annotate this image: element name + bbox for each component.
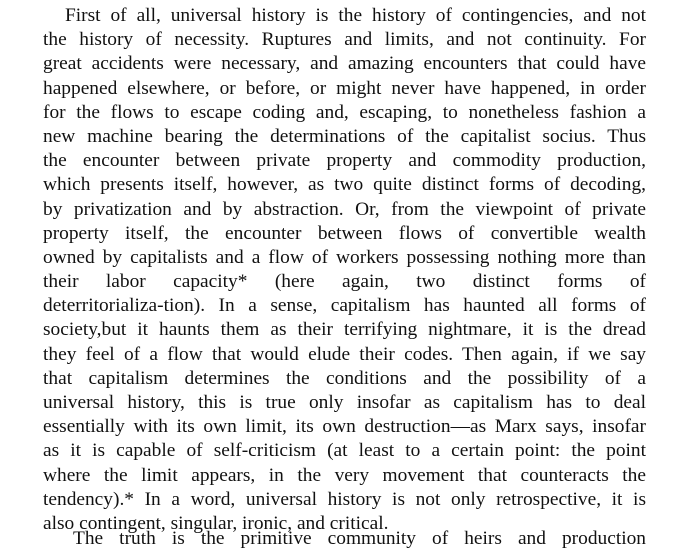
text-line: essentially with its own limit, its own destruction—as Marx says, insofar (43, 416, 646, 438)
text-line: First of all, universal history is the history of contingencies, and not (65, 5, 646, 26)
text-line: for the flows to escape coding and, escaping, to nonetheless fashion a (43, 101, 646, 123)
text-line: they feel of a flow that would elude their codes. Then again, if we say (43, 343, 646, 365)
text-line: the history of necessity. Ruptures and limits, and not continuity. For (43, 29, 646, 51)
text-line: tendency).* In a word, universal history is not only retrospective, it is (43, 488, 646, 510)
text-line: new machine bearing the determinations of the capitalist socius. Thus (43, 125, 646, 147)
text-line: as it is capable of self-criticism (at least to a certain point: the point (43, 440, 646, 462)
text-line-partial: The truth is the primitive community of heirs and production (73, 528, 646, 549)
text-line: that capitalism determines the conditions and the possibility of a (43, 367, 646, 389)
text-line: deterritorializa-tion). In a sense, capitalism has haunted all forms of (43, 295, 646, 317)
text-line: also contingent, singular, ironic, and critical. (43, 512, 389, 534)
text-line: their labor capacity* (here again, two distinct forms of (43, 271, 646, 293)
text-line: which presents itself, however, as two quite distinct forms of decoding, (43, 174, 646, 196)
text-line: society,but it haunts them as their terrifying nightmare, it is the dread (43, 319, 646, 341)
body-paragraph (43, 4, 646, 536)
text-line: by privatization and by abstraction. Or, from the viewpoint of private (43, 198, 646, 220)
text-line: universal history, this is true only insofar as capitalism has to deal (43, 392, 646, 413)
text-line: owned by capitalists and a flow of workers possessing nothing more than (43, 246, 646, 268)
text-line: happened elsewhere, or before, or might never have happened, in order (43, 77, 646, 99)
text-line: the encounter between private property and commodity production, (43, 150, 646, 172)
text-line: great accidents were necessary, and amazing encounters that could have (43, 53, 646, 75)
next-paragraph-cutoff (43, 527, 646, 557)
text-line: property itself, the encounter between flows of convertible wealth (43, 222, 646, 244)
text-line: where the limit appears, in the very movement that counteracts the (43, 464, 646, 486)
